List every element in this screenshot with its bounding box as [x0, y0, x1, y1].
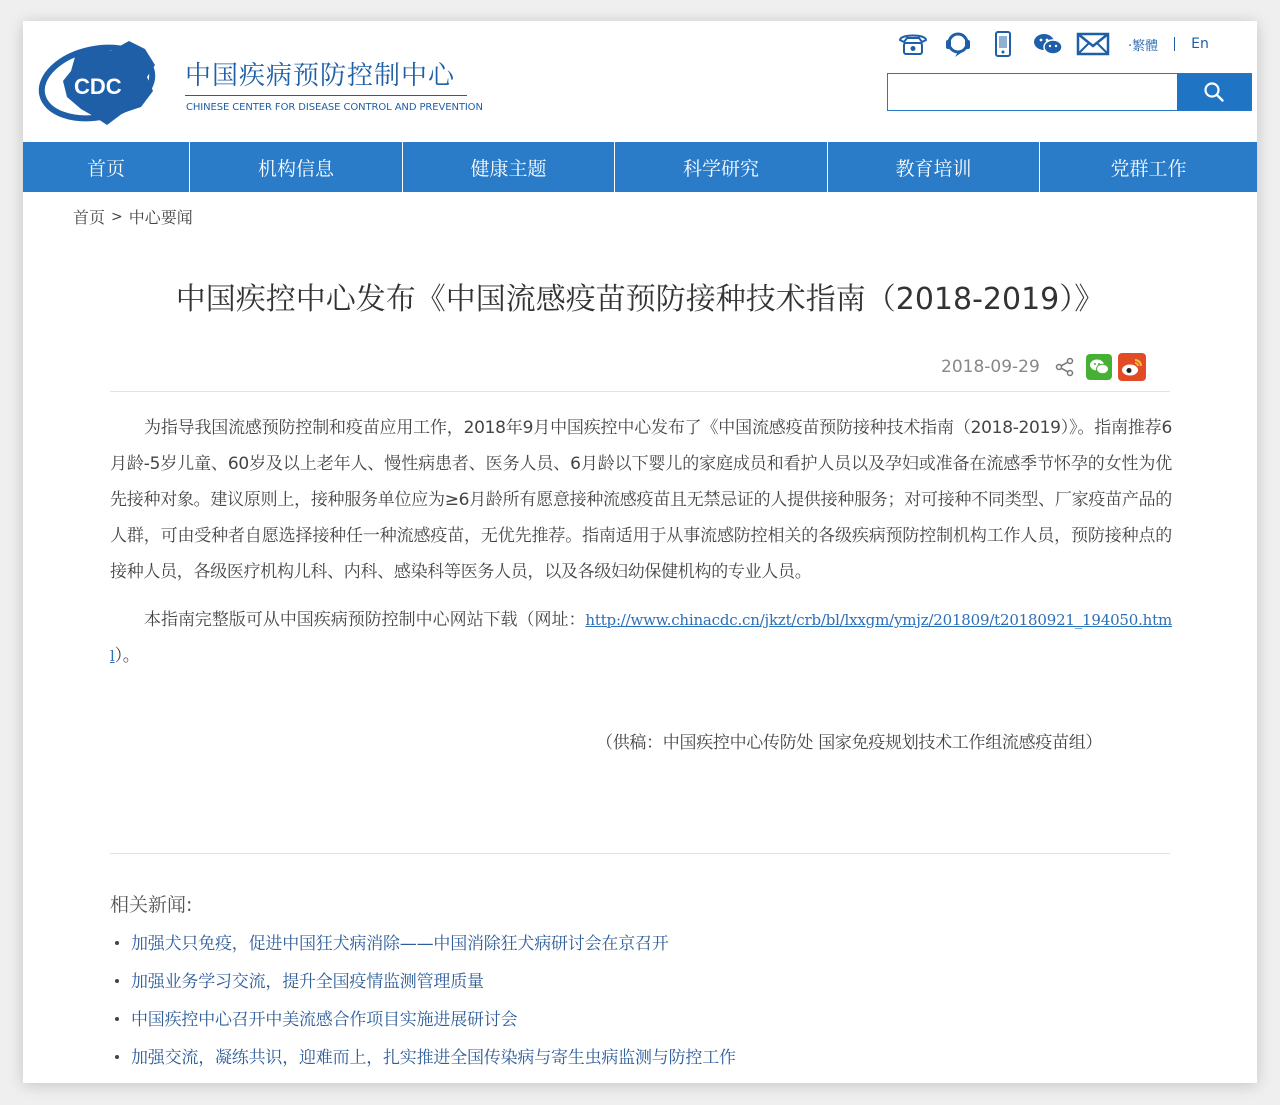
weibo-share-button[interactable] [1118, 353, 1146, 381]
main-nav [23, 142, 1257, 192]
nav-item-education[interactable]: 教育培训 [828, 142, 1040, 192]
related-news-link[interactable]: 中国疾控中心召开中美流感合作项目实施进展研讨会 [131, 1009, 518, 1030]
related-news-item[interactable] [115, 1036, 736, 1074]
search-input[interactable] [888, 74, 1177, 110]
meta-divider [110, 391, 1170, 392]
wechat-share-button[interactable] [1086, 354, 1112, 380]
bullet-icon [115, 979, 119, 983]
nav-item-home[interactable]: 首页 [23, 142, 190, 192]
guideline-download-link[interactable]: http://www.chinacdc.cn/jkzt/crb/bl/lxxgm/ymjz/201809/t20180921_194050.html [110, 611, 1172, 665]
related-news-link[interactable]: 加强业务学习交流，提升全国疫情监测管理质量 [131, 971, 484, 992]
nav-item-party-work[interactable]: 党群工作 [1110, 157, 1187, 180]
related-news-link[interactable]: 加强犬只免疫，促进中国狂犬病消除——中国消除狂犬病研讨会在京召开 [131, 933, 669, 954]
breadcrumb-home[interactable]: 首页 [73, 208, 106, 227]
related-news-link[interactable]: 加强交流，凝练共识，迎难而上，扎实推进全国传染病与寄生虫病监测与防控工作 [131, 1047, 736, 1068]
article-body [110, 410, 1172, 674]
header-tools [895, 29, 1209, 59]
nav-item-research[interactable]: 科学研究 [615, 142, 828, 192]
lang-separator [1174, 37, 1175, 51]
nav-item-organization[interactable]: 机构信息 [190, 142, 403, 192]
nav-item-health-topics[interactable]: 健康主题 [403, 142, 615, 192]
paragraph-2-suffix: ）。 [114, 646, 140, 666]
related-divider [110, 853, 1170, 854]
bullet-icon [115, 941, 119, 945]
mobile-icon[interactable] [985, 29, 1021, 59]
mail-icon[interactable] [1075, 29, 1111, 59]
article-meta [941, 352, 1146, 382]
support-icon[interactable] [940, 29, 976, 59]
weibo-share-icon [1121, 357, 1143, 377]
article-credit: （供稿：中国疾控中心传防处 国家免疫规划技术工作组流感疫苗组） [596, 733, 1103, 753]
search-icon [1203, 81, 1225, 103]
article-title: 中国疾控中心发布《中国流感疫苗预防接种技术指南（2018-2019）》 [175, 282, 1105, 317]
wechat-icon[interactable] [1030, 29, 1066, 59]
cdc-logo[interactable] [37, 27, 167, 131]
search-box [887, 73, 1252, 111]
breadcrumb-current[interactable]: 中心要闻 [128, 208, 193, 227]
site-header [23, 21, 1257, 142]
paragraph-2-prefix: 本指南完整版可从中国疾病预防控制中心网站下载（网址： [144, 610, 586, 630]
share-icon[interactable] [1054, 356, 1076, 378]
bullet-icon [115, 1017, 119, 1021]
wechat-share-icon [1089, 358, 1109, 376]
search-button[interactable] [1177, 74, 1251, 110]
breadcrumb [73, 205, 193, 228]
site-name-chinese: 中国疾病预防控制中心 [185, 61, 456, 91]
article-paragraph-1: 为指导我国流感预防控制和疫苗应用工作，2018年9月中国疾控中心发布了《中国流感疫苗预防接种技术指南（2018-2019）》。指南推荐6月龄-5岁儿童、60岁及以上老年人、慢性病患者、医务人员、6月龄以下婴儿的家庭成员和看护人员以及孕妇或准备在流感季节怀孕的女性为优先接种对象。建议原则上，接种服务单位应为≥6月龄所有愿意接种流感疫苗且无禁忌证的人提供接种服务；对可接种不同类型、厂家疫苗产品的人群，可由受种者自愿选择接种任一种流感疫苗，无优先推荐。指南适用于从事流感防控相关的各级疾病预防控制机构工作人员，预防接种点的接种人员，各级医疗机构儿科、内科、感染科等医务人员，以及各级妇幼保健机构的专业人员。 [110, 418, 1172, 582]
site-name-english: CHINESE CENTER FOR DISEASE CONTROL AND PREVENTION [186, 102, 483, 113]
breadcrumb-separator: > [111, 208, 123, 225]
publish-date: 2018-09-29 [941, 357, 1040, 377]
phone-icon[interactable] [895, 29, 931, 59]
related-news-item[interactable] [115, 922, 736, 960]
svg-text:CDC: CDC [74, 74, 122, 99]
related-news-item[interactable] [115, 998, 736, 1036]
page-frame [23, 21, 1257, 1083]
bullet-icon [115, 1055, 119, 1059]
lang-english-link[interactable]: En [1191, 36, 1209, 52]
related-news-list [115, 922, 736, 1074]
related-news-title: 相关新闻: [110, 894, 193, 916]
lang-traditional-link[interactable]: ·繁體 [1128, 38, 1159, 54]
related-news-item[interactable] [115, 960, 736, 998]
article-paragraph-2 [110, 602, 1172, 674]
site-name-divider [185, 95, 467, 96]
